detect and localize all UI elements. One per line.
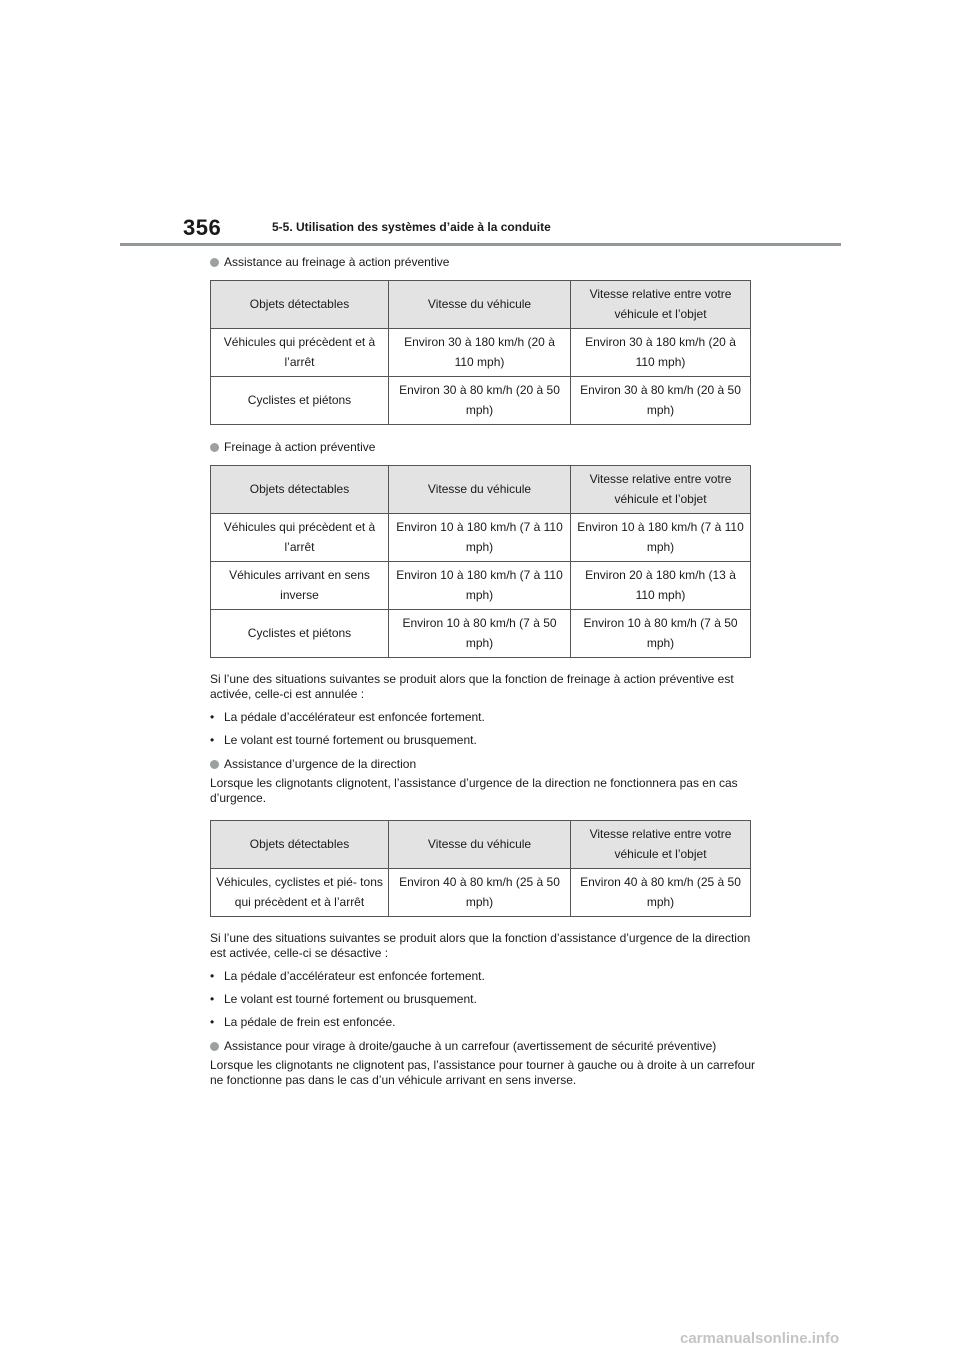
section-heading (210, 254, 755, 270)
table-cell: Véhicules qui précèdent et à l’arrêt (211, 514, 389, 562)
table-cell: Environ 30 à 180 km/h (20 à 110 mph) (571, 329, 751, 377)
table-cell: Cyclistes et piétons (211, 377, 389, 425)
list-item-text: La pédale de frein est enfoncée. (224, 1015, 396, 1029)
section-heading (210, 756, 755, 772)
table-cell: Environ 10 à 180 km/h (7 à 110 mph) (571, 514, 751, 562)
bullet-dot-icon (210, 1042, 219, 1051)
header-rule (120, 243, 841, 246)
table-header-row (211, 821, 751, 869)
table-header-row (211, 281, 751, 329)
list-item-text: La pédale d’accélérateur est enfoncée fortement. (224, 710, 485, 724)
paragraph: Si l’une des situations suivantes se produit alors que la fonction de freinage à action préventive est activée, celle-ci est annulée : (210, 672, 734, 701)
header-objects: Objets détectables (211, 466, 389, 514)
page-number: 356 (183, 215, 222, 240)
list-item (210, 992, 755, 1007)
list-item-text: Le volant est tourné fortement ou brusquement. (224, 992, 477, 1006)
table-row (211, 329, 751, 377)
list-bullet: • (210, 969, 215, 983)
table-row (211, 869, 751, 917)
table-cell: Environ 10 à 180 km/h (7 à 110 mph) (389, 562, 571, 610)
bullet-dot-icon (210, 760, 219, 769)
table-cell: Véhicules arrivant en sens inverse (211, 562, 389, 610)
table-cell: Environ 30 à 80 km/h (20 à 50 mph) (389, 377, 571, 425)
spec-table (210, 465, 751, 658)
watermark: carmanualsonline.info (680, 1330, 840, 1347)
list-item (210, 733, 755, 748)
table-cell: Véhicules qui précèdent et à l’arrêt (211, 329, 389, 377)
paragraph: Lorsque les clignotants ne clignotent pas, l’assistance pour tourner à gauche ou à droite à un carrefour ne fonctionne pas dans le cas d’un véhicule arrivant en sens inverse. (210, 1058, 756, 1087)
heading-text: Assistance d’urgence de la direction (224, 757, 417, 771)
heading-text: Assistance au freinage à action préventive (224, 255, 450, 269)
list-item-text: La pédale d’accélérateur est enfoncée fortement. (224, 969, 485, 983)
page-content (210, 254, 755, 1096)
list-bullet: • (210, 992, 215, 1006)
table-cell: Environ 10 à 80 km/h (7 à 50 mph) (571, 610, 751, 658)
bullet-dot-icon (210, 443, 219, 452)
table-row (211, 377, 751, 425)
table-cell: Environ 30 à 180 km/h (20 à 110 mph) (389, 329, 571, 377)
table-row (211, 514, 751, 562)
spec-table (210, 820, 751, 917)
spec-table (210, 280, 751, 425)
table-row (211, 562, 751, 610)
table-header-row (211, 466, 751, 514)
table-cell: Environ 30 à 80 km/h (20 à 50 mph) (571, 377, 751, 425)
table-cell: Environ 20 à 180 km/h (13 à 110 mph) (571, 562, 751, 610)
heading-text: Assistance pour virage à droite/gauche à un carrefour (avertissement de sécurité préventive) (224, 1039, 717, 1053)
paragraph: Si l’une des situations suivantes se produit alors que la fonction d’assistance d’urgence de la direction est activée, celle-ci se désactive : (210, 931, 751, 960)
header-objects: Objets détectables (211, 821, 389, 869)
table-cell: Cyclistes et piétons (211, 610, 389, 658)
heading-text: Freinage à action préventive (224, 440, 376, 454)
table-cell: Environ 10 à 80 km/h (7 à 50 mph) (389, 610, 571, 658)
list-bullet: • (210, 1015, 215, 1029)
section-title: 5-5. Utilisation des systèmes d’aide à la conduite (272, 220, 551, 234)
header-relative-speed: Vitesse relative entre votre véhicule et l’objet (571, 466, 751, 514)
header-relative-speed: Vitesse relative entre votre véhicule et l’objet (571, 281, 751, 329)
table-cell: Environ 40 à 80 km/h (25 à 50 mph) (571, 869, 751, 917)
table-cell: Environ 40 à 80 km/h (25 à 50 mph) (389, 869, 571, 917)
header-vehicle-speed: Vitesse du véhicule (389, 466, 571, 514)
table-cell: Environ 10 à 180 km/h (7 à 110 mph) (389, 514, 571, 562)
header-vehicle-speed: Vitesse du véhicule (389, 281, 571, 329)
list-bullet: • (210, 733, 215, 747)
list-item (210, 710, 755, 725)
list-item (210, 1015, 755, 1030)
table-cell: Véhicules, cyclistes et pié- tons qui précèdent et à l’arrêt (211, 869, 389, 917)
list-item-text: Le volant est tourné fortement ou brusquement. (224, 733, 477, 747)
bullet-dot-icon (210, 258, 219, 267)
list-bullet: • (210, 710, 215, 724)
table-row (211, 610, 751, 658)
header-vehicle-speed: Vitesse du véhicule (389, 821, 571, 869)
paragraph: Lorsque les clignotants clignotent, l’assistance d’urgence de la direction ne fonctionnera pas en cas d’urgence. (210, 776, 738, 805)
header-objects: Objets détectables (211, 281, 389, 329)
section-heading (210, 1038, 755, 1054)
list-item (210, 969, 755, 984)
section-heading (210, 439, 755, 455)
header-relative-speed: Vitesse relative entre votre véhicule et l’objet (571, 821, 751, 869)
